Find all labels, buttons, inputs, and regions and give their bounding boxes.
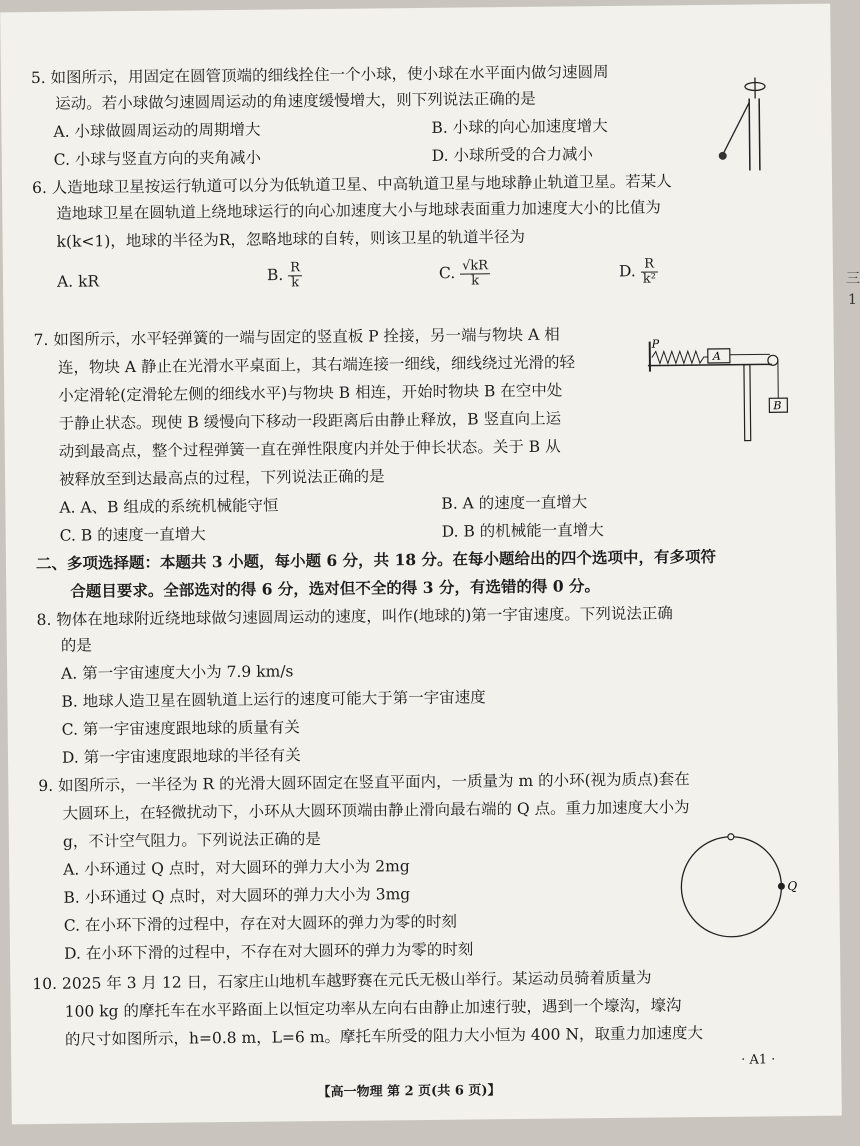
q7-option-d: D. B 的机械能一直增大: [441, 521, 604, 541]
q9-option-d: D. 在小环下滑的过程中，不存在对大圆环的弹力为零的时刻: [63, 940, 474, 963]
q6-option-b-label: B.: [266, 265, 284, 285]
q6-c-numerator: √kR: [460, 259, 490, 274]
q6-option-a: A. kR: [56, 272, 100, 291]
q7-line-1: 7. 如图所示，水平轻弹簧的一端与固定的竖直板 P 拴接，另一端与物块 A 相: [33, 325, 560, 350]
q9-option-a: A. 小环通过 Q 点时，对大圆环的弹力大小为 2mg: [63, 857, 410, 879]
q7-line-3: 小定滑轮(定滑轮左侧的细线水平)与物块 B 相连，开始时物块 B 在空中处: [58, 381, 563, 405]
q8-line-2: 的是: [60, 636, 92, 655]
q5-option-d: D. 小球所受的合力减小: [431, 145, 594, 165]
q9-line-3: g，不计空气阻力。下列说法正确的是: [62, 830, 321, 851]
exam-page: [0, 4, 842, 1125]
q9-line-2: 大圆环上，在轻微扰动下，小环从大圆环顶端由静止滑向最右端的 Q 点。重力加速度大小为: [62, 798, 690, 823]
q7-figure-label-b: B: [773, 399, 782, 413]
q7-line-2: 连，物块 A 静止在光滑水平桌面上，其右端连接一细线，细线绕过光滑的轻: [57, 353, 576, 377]
q10-line-2: 100 kg 的摩托车在水平路面上以恒定功率从左向右由静止加速行驶，遇到一个壕沟，壕沟: [64, 996, 682, 1021]
section-2-heading-cont: 合题目要求。全部选对的得 6 分，选对但不全的得 3 分，有选错的得 0 分。: [70, 576, 601, 601]
q9-figure-label-q: Q: [787, 879, 798, 894]
q9-line-1: 9. 如图所示，一半径为 R 的光滑大圆环固定在竖直平面内，一质量为 m 的小环(视为质点)套在: [38, 770, 690, 796]
q6-option-c-fraction: [460, 259, 490, 288]
q6-stem-3: k(k<1)，地球的半径为R，忽略地球的自转，则该卫星的轨道半径为: [56, 227, 526, 251]
q6-option-d-fraction: [641, 258, 658, 287]
q9-ring-figure: [673, 832, 804, 943]
q6-option-c-label: C.: [438, 264, 456, 283]
q6-b-numerator: R: [288, 261, 302, 276]
page-footer: 【高一物理 第 2 页(共 6 页)】: [317, 1083, 501, 1101]
q8-option-d: D. 第一宇宙速度跟地球的半径有关: [61, 746, 301, 767]
side-fragment-1: 三: [846, 271, 860, 287]
q7-line-4: 于静止状态。现使 B 缓慢向下移动一段距离后由静止释放，B 竖直向上运: [58, 409, 562, 433]
q8-option-b: B. 地球人造卫星在圆轨道上运行的速度可能大于第一宇宙速度: [61, 688, 486, 711]
q5-stem-2: 运动。若小球做匀速圆周运动的角速度缓慢增大，则下列说法正确的是: [55, 89, 536, 113]
q8-option-a: A. 第一宇宙速度大小为 7.9 km/s: [61, 662, 294, 683]
q6-option-b-fraction: [288, 261, 302, 290]
q9-option-b: B. 小环通过 Q 点时，对大圆环的弹力大小为 3mg: [63, 885, 411, 907]
q6-option-c: [439, 259, 490, 289]
q8-option-c: C. 第一宇宙速度跟地球的质量有关: [61, 718, 300, 739]
q10-line-1: 10. 2025 年 3 月 12 日，石家庄山地机车越野赛在元氏无极山举行。某运动员骑着质量为: [32, 968, 652, 994]
q6-stem-2: 造地球卫星在圆轨道上绕地球运行的向心加速度大小与地球表面重力加速度大小的比值为: [56, 198, 661, 223]
q5-stem-1: 5. 如图所示，用固定在圆管顶端的细线拴住一个小球，使小球在水平面内做匀速圆周: [30, 63, 609, 88]
q6-option-d-label: D.: [618, 262, 636, 281]
q7-option-c: C. B 的速度一直增大: [59, 525, 206, 545]
q7-figure-label-p: P: [651, 337, 660, 351]
q6-d-denominator: k²: [642, 271, 656, 287]
q5-tube-figure: [707, 74, 778, 175]
q6-option-b: [267, 261, 302, 290]
q5-option-c: C. 小球与竖直方向的夹角减小: [53, 148, 262, 169]
q6-c-denominator: k: [471, 273, 480, 289]
q7-line-5: 动到最高点，整个过程弹簧一直在弹性限度内并处于伸长状态。关于 B 从: [58, 437, 561, 461]
q7-option-b: B. A 的速度一直增大: [441, 493, 588, 513]
q5-option-b: B. 小球的向心加速度增大: [431, 117, 608, 137]
q7-spring-figure: [644, 334, 795, 446]
q8-line-1: 8. 物体在地球附近绕地球做匀速圆周运动的速度，叫作(地球的)第一宇宙速度。下列说法正确: [36, 604, 673, 630]
q6-option-d: [619, 258, 658, 287]
q6-d-numerator: R: [641, 258, 658, 273]
section-2-heading: 二、多项选择题：本题共 3 小题，每小题 6 分，共 18 分。在每小题给出的四个选项中，有多项符: [35, 546, 717, 574]
page-mark: · A1 ·: [741, 1052, 776, 1068]
q7-option-a: A. A、B 组成的系统机械能守恒: [59, 496, 279, 517]
side-fragment-2: 1: [848, 292, 857, 308]
q7-line-6: 被释放至到达最高点的过程，下列说法正确的是: [59, 467, 385, 489]
q6-stem-1: 6. 人造地球卫星按运行轨道可以分为低轨道卫星、中高轨道卫星与地球静止轨道卫星。若某人: [31, 172, 672, 198]
q10-line-3: 的尺寸如图所示，h=0.8 m，L=6 m。摩托车所受的阻力大小恒为 400 N，取重力加速度大: [64, 1024, 704, 1049]
q7-figure-label-a: A: [712, 349, 721, 363]
q5-option-a: A. 小球做圆周运动的周期增大: [53, 120, 261, 141]
q9-option-c: C. 在小环下滑的过程中，存在对大圆环的弹力为零的时刻: [63, 912, 458, 935]
q6-b-denominator: k: [291, 275, 300, 291]
